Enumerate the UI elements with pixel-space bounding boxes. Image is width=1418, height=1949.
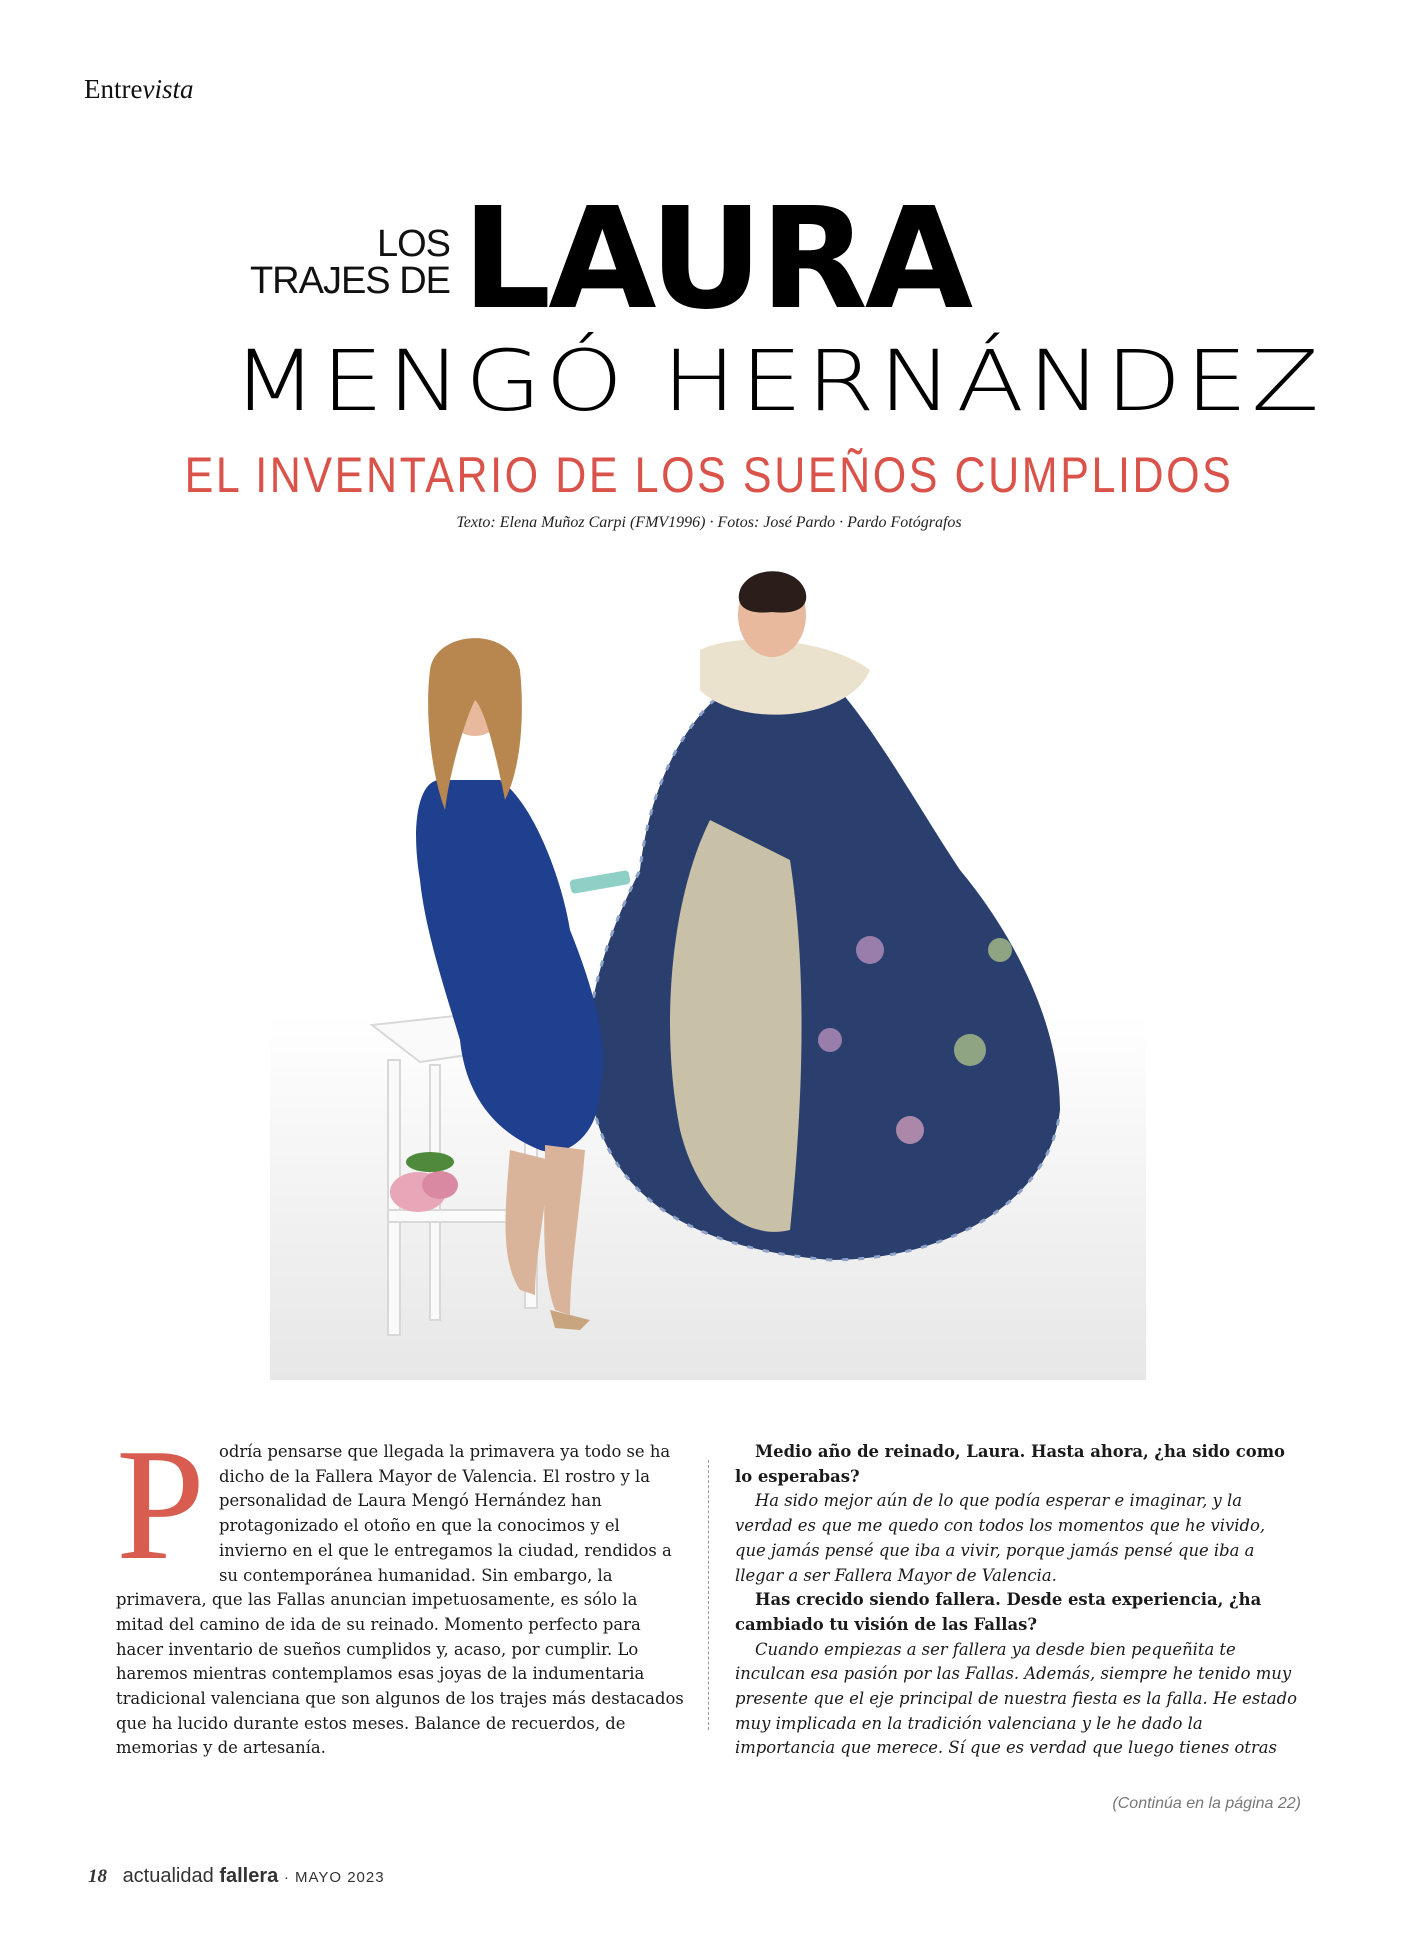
column-divider — [708, 1460, 709, 1730]
photo-credits: Texto: Elena Muñoz Carpi (FMV1996) · Fotos: José Pardo · Pardo Fotógrafos — [456, 514, 962, 531]
interview-question-1: Medio año de reinado, Laura. Hasta ahora, ¿ha sido como lo esperabas? — [735, 1442, 1285, 1486]
title-name: LAURA — [462, 178, 971, 341]
photo-illustration — [270, 570, 1146, 1380]
interview-answer-2: Cuando empiezas a ser fallera ya desde bien pequeñita te inculcan esa pasión por las Fallas. Además, siempre he tenido muy presente que el eje principal de nuestra fiesta es la falla. He estado muy implicada en la tradición valenciana y le he dado la importancia que merece. Sí que es verdad que luego tienes otras — [735, 1639, 1297, 1758]
interview-column — [735, 1440, 1300, 1761]
page-footer — [88, 1865, 385, 1888]
page-number: 18 — [88, 1866, 107, 1887]
continued-note: (Continúa en la página 22) — [1112, 1795, 1301, 1812]
pre-title — [235, 223, 450, 302]
drop-cap: P — [116, 1415, 205, 1593]
pre-title-line-1: LOS — [376, 223, 450, 265]
fallera-dress — [588, 571, 1060, 1260]
footer-brand-bold: fallera — [219, 1865, 279, 1887]
section-label-prefix: Entre — [84, 74, 143, 104]
feature-photo — [270, 570, 1146, 1380]
section-label-suffix: vista — [142, 74, 194, 104]
section-label — [84, 74, 193, 105]
footer-brand-light: actualidad — [122, 1865, 214, 1887]
article-lead-column — [116, 1415, 686, 1761]
interview-answer-1: Ha sido mejor aún de lo que podía esperar e imaginar, y la verdad es que me quedo con todos los momentos que he vivido, que jamás pensé que iba a vivir, porque jamás pensé que iba a llegar a ser Fallera Mayor de Valencia. — [735, 1491, 1266, 1585]
title-subtitle: EL INVENTARIO DE LOS SUEÑOS CUMPLIDOS — [184, 447, 1234, 503]
title-surname: MENGÓ HERNÁNDEZ — [232, 332, 1323, 430]
footer-date: · MAYO 2023 — [283, 1869, 385, 1886]
pre-title-line-2: TRAJES DE — [249, 260, 450, 302]
article-lead-text: odría pensarse que llegada la primavera ya todo se ha dicho de la Fallera Mayor de Valencia. El rostro y la personalidad de Laura Mengó Hernández han protagonizado el otoño en que la conocimos y el invierno en el que le entregamos la ciudad, rendidos a su contemporánea humanidad. Sin embargo, la primavera, que las Fallas anuncian impetuosamente, es sólo la mitad del camino de ida de su reinado. Momento perfecto para hacer inventario de sueños cumplidos y, acaso, por cumplir. Lo haremos mientras contemplamos esas joyas de la indumentaria tradicional valenciana que son algunos de los trajes más destacados que ha lucido durante estos meses. Balance de recuerdos, de memorias y de artesanía. — [116, 1442, 684, 1758]
interview-question-2: Has crecido siendo fallera. Desde esta experiencia, ¿ha cambiado tu visión de las Fallas? — [735, 1590, 1262, 1634]
article-title — [0, 178, 1418, 503]
